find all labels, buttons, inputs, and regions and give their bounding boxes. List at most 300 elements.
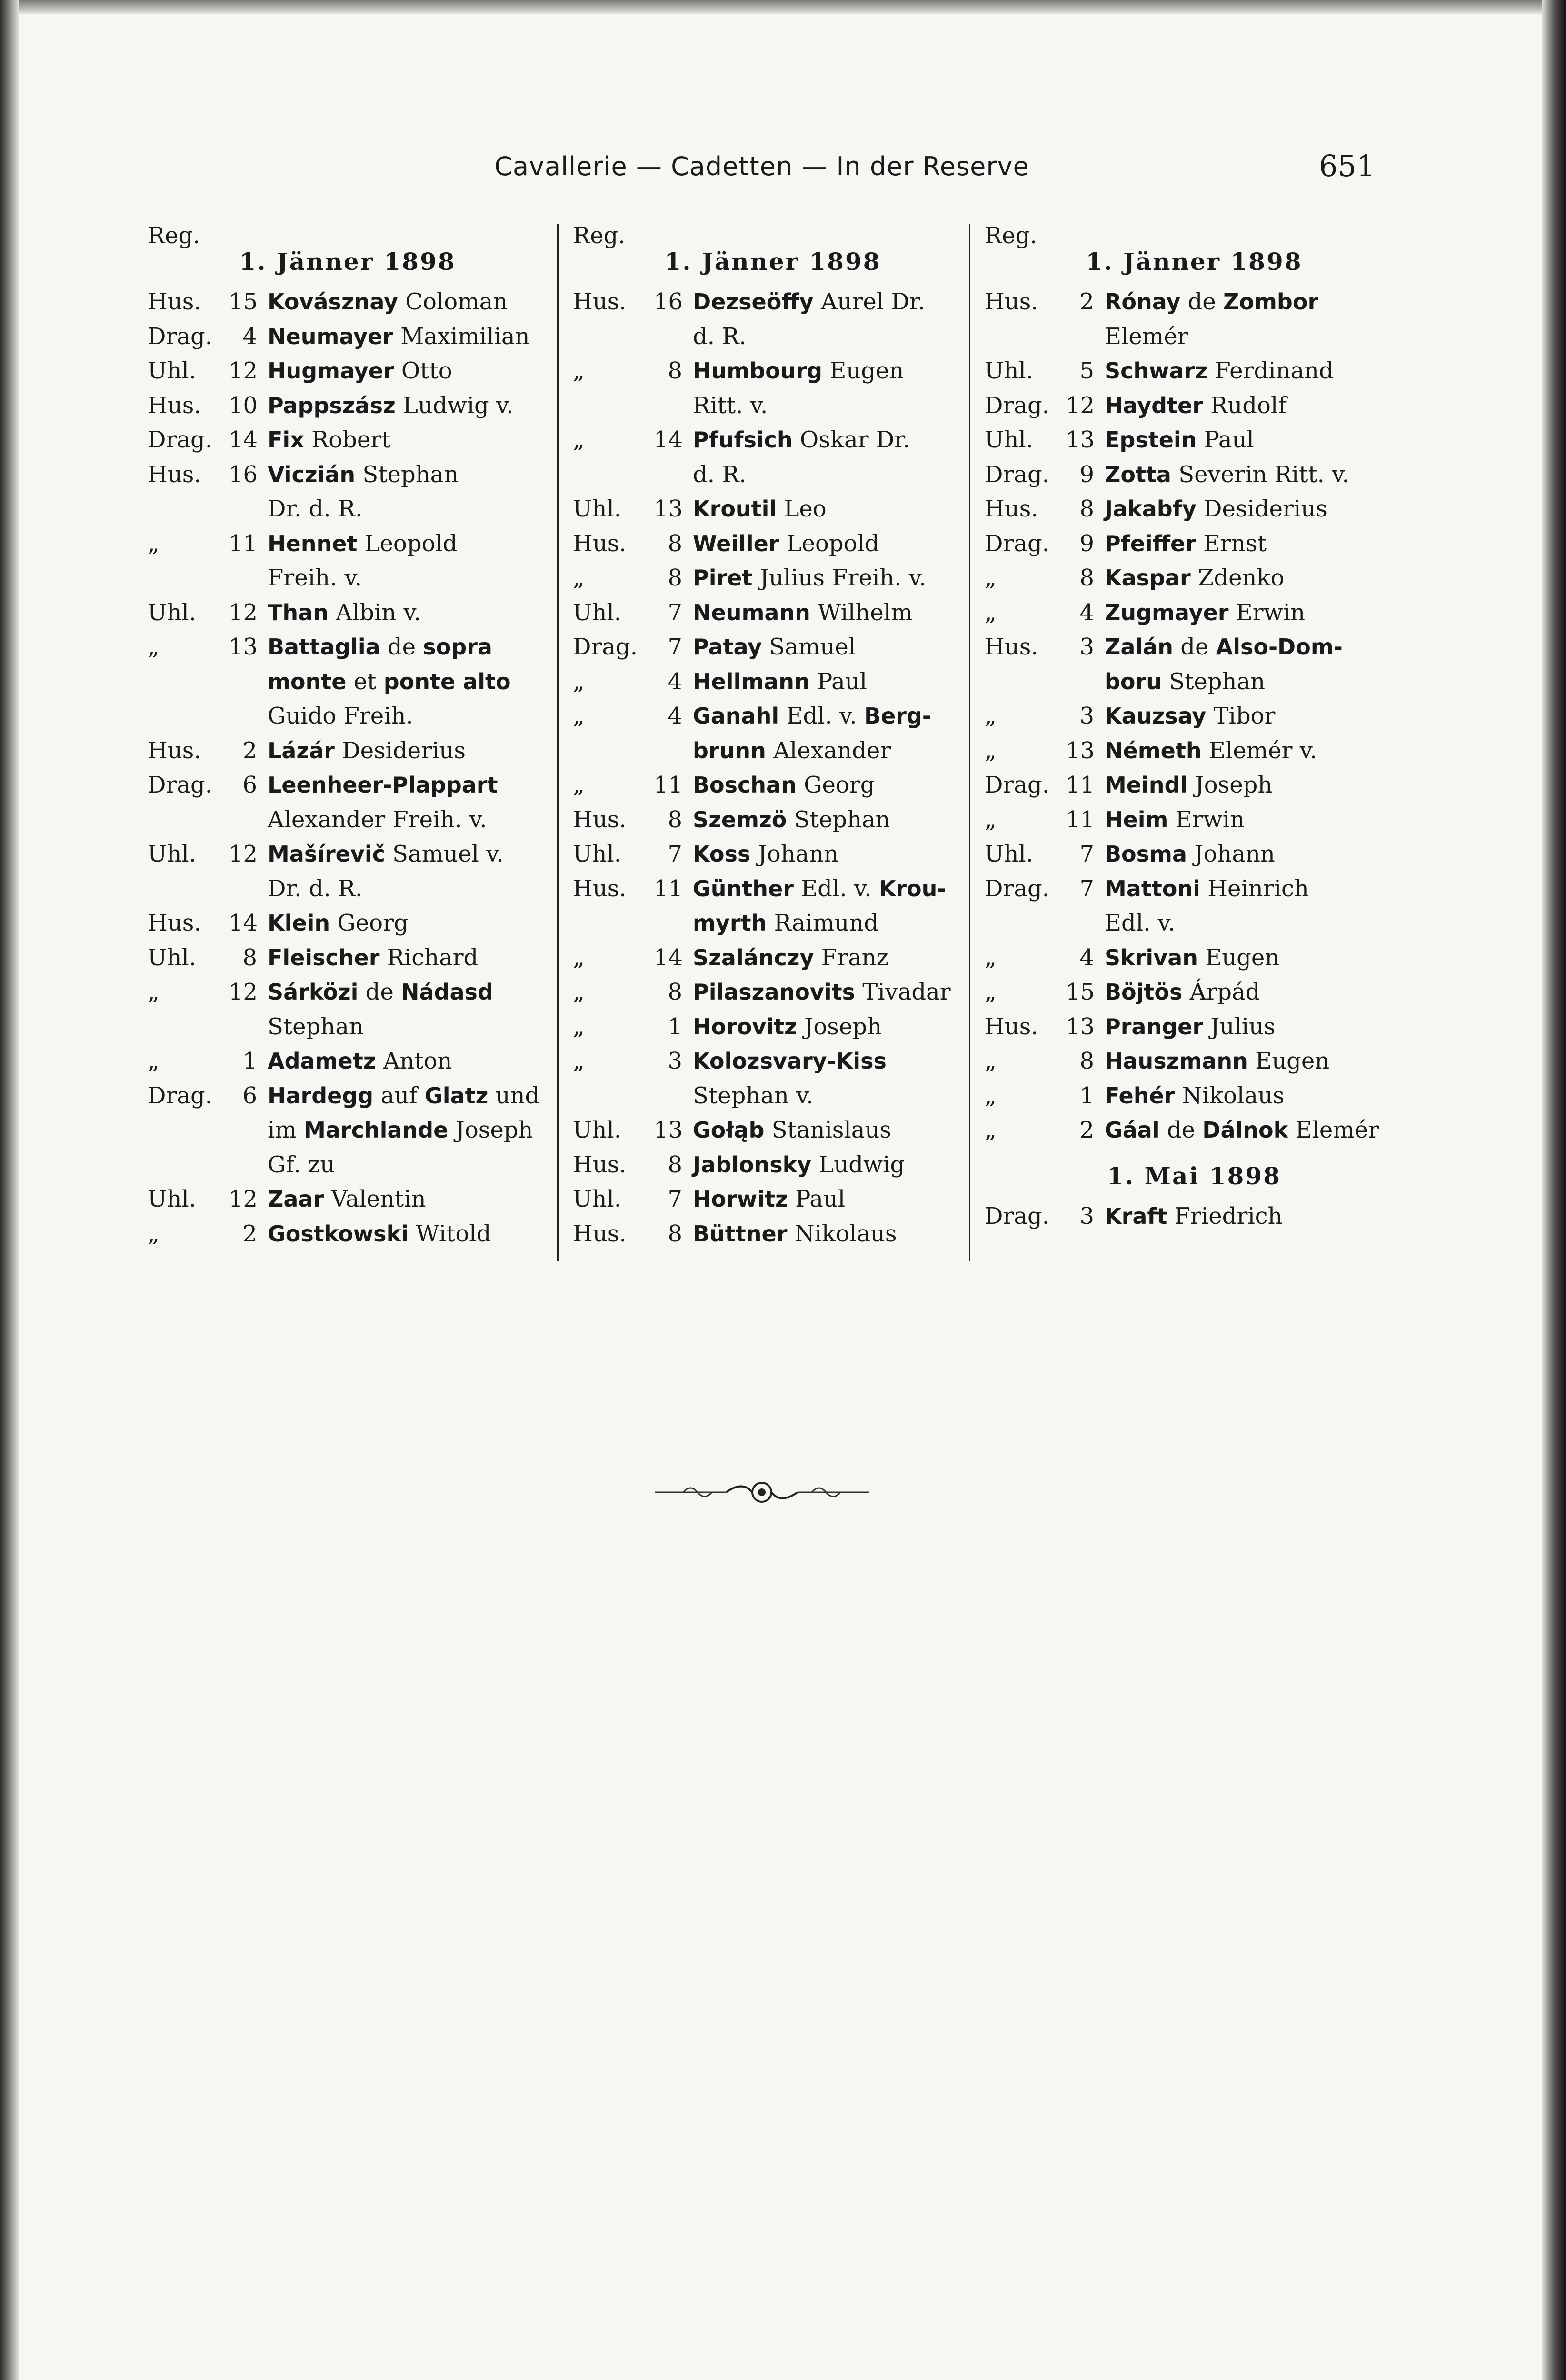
person-name <box>268 630 552 734</box>
regiment-type: Uhl. <box>148 944 196 971</box>
regiment-number: 7 <box>668 1186 682 1212</box>
surname: Kroutil <box>693 496 777 522</box>
list-item <box>568 1182 978 1217</box>
given-name: Robert <box>304 426 391 453</box>
name-line <box>1105 630 1408 664</box>
regiment-type: „ <box>985 806 997 833</box>
regiment-type: Hus. <box>985 634 1038 660</box>
given-name: Heinrich <box>1200 875 1309 902</box>
regiment-number: 14 <box>654 426 683 453</box>
given-name: Dr. d. R. <box>268 496 363 522</box>
person-name <box>693 595 978 630</box>
given-name: Albin v. <box>328 599 421 626</box>
surname: Kraft <box>1105 1203 1167 1229</box>
person-name <box>268 975 552 1044</box>
name-line <box>693 941 978 975</box>
list-item <box>143 285 552 319</box>
person-name <box>693 285 978 354</box>
surname: Pranger <box>1105 1013 1203 1040</box>
regiment-type: Hus. <box>573 530 627 557</box>
list-item <box>568 941 978 975</box>
surname: Battaglia <box>268 634 380 660</box>
person-name <box>693 941 978 975</box>
regiment-type: Uhl. <box>148 357 196 384</box>
name-line <box>268 319 552 354</box>
regiment-type: „ <box>573 703 585 729</box>
person-name <box>693 630 978 664</box>
surname: Dálnok <box>1202 1117 1288 1143</box>
given-name: Franz <box>814 944 888 971</box>
regiment-number: 4 <box>1079 944 1094 971</box>
person-name <box>693 354 978 423</box>
column-1 <box>143 224 552 1261</box>
name-line <box>1105 872 1408 906</box>
name-line <box>1105 561 1408 595</box>
name-line <box>693 526 978 561</box>
name-line <box>693 734 978 768</box>
surname: Rónay <box>1105 289 1181 315</box>
surname: Skrivan <box>1105 944 1198 971</box>
running-header: Cavallerie — Cadetten — In der Reserve <box>494 151 1029 181</box>
regiment-type: Hus. <box>573 875 627 902</box>
regiment-number: 2 <box>242 1220 257 1247</box>
given-name: Julius Freih. v. <box>752 565 927 591</box>
given-name: Tibor <box>1206 703 1276 729</box>
regiment-type: „ <box>573 1048 585 1074</box>
regiment-type: „ <box>985 944 997 971</box>
regiment-number: 8 <box>1079 1048 1094 1074</box>
regiment-type: Uhl. <box>573 1186 621 1212</box>
regiment-type: „ <box>985 1048 997 1074</box>
list-item <box>980 734 1408 768</box>
list-item <box>980 941 1408 975</box>
given-name: Johann <box>750 841 838 867</box>
regiment-number: 3 <box>1079 703 1094 729</box>
list-item <box>568 975 978 1010</box>
name-line <box>1105 526 1408 561</box>
surname: Kauzsay <box>1105 703 1207 729</box>
person-name <box>268 319 552 354</box>
regiment-number: 8 <box>668 357 682 384</box>
given-name: de <box>1159 1117 1203 1143</box>
person-name <box>1105 457 1408 492</box>
list-item <box>568 1113 978 1148</box>
name-line <box>268 699 552 734</box>
surname: Pfufsich <box>693 427 793 453</box>
person-name <box>1105 423 1408 457</box>
list-item <box>980 1079 1408 1113</box>
regiment-number: 14 <box>654 944 683 971</box>
regiment-number: 14 <box>229 426 258 453</box>
person-name <box>268 526 552 595</box>
list-item <box>980 526 1408 561</box>
surname: Patay <box>693 634 762 660</box>
list-item <box>568 492 978 526</box>
regiment-number: 8 <box>668 1151 682 1178</box>
given-name: Ludwig <box>811 1151 905 1178</box>
regiment-number: 7 <box>668 841 682 867</box>
person-name <box>268 906 552 941</box>
given-name: Joseph <box>448 1117 533 1143</box>
regiment-type: Hus. <box>573 288 627 315</box>
name-line <box>1105 285 1408 319</box>
given-name: Tivadar <box>855 979 951 1005</box>
name-line <box>1105 837 1408 872</box>
list-item <box>143 837 552 906</box>
regiment-number: 7 <box>668 634 682 660</box>
surname: Hellmann <box>693 668 810 694</box>
name-line <box>693 354 978 388</box>
section-date-heading: 1. Jänner 1898 <box>239 248 456 276</box>
given-name: Georg <box>796 772 875 798</box>
regiment-number: 9 <box>1079 530 1094 557</box>
regiment-type: „ <box>148 1048 160 1074</box>
name-line <box>693 1148 978 1182</box>
regiment-number: 11 <box>229 530 258 557</box>
surname: Gostkowski <box>268 1220 409 1247</box>
regiment-type: Drag. <box>148 426 213 453</box>
surname: Heim <box>1105 806 1168 833</box>
regiment-type: Uhl. <box>985 841 1033 867</box>
person-name <box>1105 699 1408 734</box>
name-line <box>693 595 978 630</box>
name-line <box>693 319 978 354</box>
list-item <box>568 561 978 595</box>
regiment-type: Drag. <box>985 530 1050 557</box>
given-name: Alexander <box>766 737 891 764</box>
regiment-number: 11 <box>1066 806 1095 833</box>
regiment-number: 7 <box>668 599 682 626</box>
list-item <box>980 975 1408 1010</box>
regiment-type: „ <box>148 979 160 1005</box>
regiment-type: Hus. <box>573 806 627 833</box>
given-name: Joseph <box>797 1013 882 1040</box>
list-item <box>568 768 978 803</box>
regiment-number: 8 <box>668 979 682 1005</box>
surname: Piret <box>693 565 753 591</box>
list-item <box>980 630 1408 699</box>
regiment-number: 16 <box>654 288 683 315</box>
regiment-number: 13 <box>1066 426 1095 453</box>
person-name <box>1105 595 1408 630</box>
name-line <box>693 1079 978 1113</box>
list-item <box>980 803 1408 837</box>
list-item <box>568 664 978 699</box>
given-name: de <box>380 634 423 660</box>
person-name <box>268 734 552 768</box>
surname: Zombor <box>1223 289 1319 315</box>
regiment-number: 1 <box>668 1013 682 1040</box>
person-name <box>268 768 552 837</box>
name-line <box>1105 768 1408 803</box>
given-name: Julius <box>1203 1013 1276 1040</box>
person-name <box>268 1217 552 1251</box>
surname: Zalán <box>1105 634 1173 660</box>
given-name: Ernst <box>1196 530 1267 557</box>
person-name <box>693 803 978 837</box>
regiment-type: Hus. <box>148 392 201 419</box>
regiment-number: 13 <box>229 634 258 660</box>
given-name: Johann <box>1187 841 1275 867</box>
person-name <box>693 1010 978 1044</box>
given-name: Oskar Dr. <box>792 426 910 453</box>
surname: Hennet <box>268 530 358 556</box>
person-name <box>268 1044 552 1079</box>
surname: Fehér <box>1105 1082 1175 1109</box>
surname: Boschan <box>693 772 797 798</box>
name-line <box>693 630 978 664</box>
surname: Fix <box>268 427 304 453</box>
section-date-heading: 1. Jänner 1898 <box>1086 248 1303 276</box>
surname: Horwitz <box>693 1186 788 1212</box>
person-name <box>693 1182 978 1217</box>
regiment-type: Hus. <box>148 461 201 488</box>
list-item <box>143 1182 552 1217</box>
regiment-number: 1 <box>1079 1082 1094 1109</box>
list-item <box>980 837 1408 872</box>
regiment-type: Uhl. <box>573 599 621 626</box>
list-item <box>568 595 978 630</box>
list-item <box>980 699 1408 734</box>
regiment-type: Drag. <box>985 875 1050 902</box>
name-line <box>268 975 552 1010</box>
regiment-number: 7 <box>1079 841 1094 867</box>
given-name: Gf. zu <box>268 1151 335 1178</box>
name-line <box>693 768 978 803</box>
name-line <box>693 492 978 526</box>
regiment-number: 12 <box>229 357 258 384</box>
regiment-type: „ <box>573 979 585 1005</box>
name-line <box>1105 1199 1408 1234</box>
surname: Weiller <box>693 530 779 556</box>
surname: Haydter <box>1105 392 1203 418</box>
surname: Kaspar <box>1105 565 1191 591</box>
given-name: de <box>1173 634 1216 660</box>
list-item <box>568 1148 978 1182</box>
regiment-type: „ <box>985 737 997 764</box>
regiment-number: 13 <box>654 496 683 522</box>
list-item <box>143 1217 552 1251</box>
list-item <box>143 1044 552 1079</box>
regiment-number: 3 <box>1079 1202 1094 1230</box>
surname: Schwarz <box>1105 358 1208 384</box>
regiment-type: „ <box>573 772 585 798</box>
surname: Böjtös <box>1105 979 1183 1005</box>
regiment-number: 13 <box>1066 737 1095 764</box>
list-item <box>980 872 1408 941</box>
person-name <box>1105 285 1408 354</box>
given-name: Valentin <box>324 1186 426 1212</box>
given-name: Maximilian <box>393 323 530 350</box>
regiment-number: 6 <box>242 1082 257 1109</box>
regiment-type: „ <box>148 634 160 660</box>
person-name <box>268 388 552 423</box>
surname: Humbourg <box>693 358 823 384</box>
surname: Krou- <box>878 875 947 902</box>
list-item <box>568 1010 978 1044</box>
section-date-heading: 1. Mai 1898 <box>1107 1161 1281 1190</box>
list-item <box>143 734 552 768</box>
surname: Pilaszanovits <box>693 979 855 1005</box>
given-name: Nikolaus <box>1175 1082 1285 1109</box>
given-name: Ritt. v. <box>693 392 768 419</box>
person-name <box>268 423 552 457</box>
list-item <box>980 457 1408 492</box>
name-line <box>693 1010 978 1044</box>
regiment-number: 6 <box>242 772 257 798</box>
name-line <box>693 699 978 734</box>
name-line <box>268 803 552 837</box>
name-line <box>1105 664 1408 699</box>
given-name: Stanislaus <box>764 1117 891 1143</box>
name-line <box>693 872 978 906</box>
name-line <box>693 975 978 1010</box>
scan-edge-top <box>0 0 1566 14</box>
list-item <box>568 803 978 837</box>
regiment-number: 12 <box>229 599 258 626</box>
name-line <box>1105 906 1408 941</box>
column-3 <box>969 224 1408 1261</box>
given-name: Freih. v. <box>268 565 362 591</box>
person-name <box>268 457 552 526</box>
person-name <box>1105 1199 1408 1234</box>
regiment-type: Hus. <box>985 288 1038 315</box>
surname: Pfeiffer <box>1105 530 1196 556</box>
surname: Büttner <box>693 1220 788 1247</box>
list-item <box>568 1044 978 1113</box>
list-item <box>143 354 552 388</box>
regiment-type: „ <box>148 530 160 557</box>
name-line <box>268 423 552 457</box>
list-item <box>980 1199 1408 1234</box>
regiment-type: Hus. <box>148 910 201 936</box>
regiment-number: 8 <box>668 1220 682 1247</box>
name-line <box>1105 492 1408 526</box>
given-name: Edl. v. <box>779 703 864 729</box>
person-name <box>693 1217 978 1251</box>
given-name: Nikolaus <box>787 1220 897 1247</box>
regiment-type: Uhl. <box>148 1186 196 1212</box>
surname: Szemzö <box>693 806 787 833</box>
name-line <box>268 285 552 319</box>
person-name <box>1105 492 1408 526</box>
list-item <box>980 595 1408 630</box>
name-line <box>268 664 552 699</box>
given-name: Desiderius <box>334 737 466 764</box>
person-name <box>1105 354 1408 388</box>
surname: ponte alto <box>383 668 511 694</box>
given-name: Zdenko <box>1190 565 1285 591</box>
list-item <box>568 423 978 492</box>
regiment-type: „ <box>985 1117 997 1143</box>
surname: Fleischer <box>268 944 380 971</box>
name-line <box>1105 1010 1408 1044</box>
name-line <box>268 354 552 388</box>
list-item <box>980 1113 1408 1148</box>
name-line <box>693 423 978 457</box>
list-item <box>980 492 1408 526</box>
given-name: Elemér <box>1105 323 1188 350</box>
regiment-number: 3 <box>668 1048 682 1074</box>
surname: Kovásznay <box>268 289 398 315</box>
regiment-number: 2 <box>242 737 257 764</box>
list-item <box>143 423 552 457</box>
list-item <box>568 526 978 561</box>
scan-edge-right <box>1542 0 1566 2380</box>
surname: Sárközi <box>268 979 359 1005</box>
surname: Pappszász <box>268 392 396 418</box>
person-name <box>693 975 978 1010</box>
regiment-type: „ <box>985 565 997 591</box>
person-name <box>693 1148 978 1182</box>
surname: Zaar <box>268 1186 324 1212</box>
name-line <box>693 906 978 941</box>
surname: Adametz <box>268 1048 376 1074</box>
regiment-column-label: Reg. <box>148 222 200 249</box>
list-item <box>568 630 978 664</box>
name-line <box>268 1217 552 1251</box>
regiment-number: 8 <box>668 530 682 557</box>
surname: Lázár <box>268 737 335 764</box>
regiment-type: Hus. <box>148 737 201 764</box>
regiment-column-label: Reg. <box>985 222 1037 249</box>
given-name: Leo <box>777 496 827 522</box>
scan-edge-left <box>0 0 19 2380</box>
list-item <box>568 699 978 768</box>
given-name: Stephan v. <box>693 1082 814 1109</box>
name-line <box>268 1079 552 1113</box>
list-item <box>568 872 978 941</box>
person-name <box>1105 1010 1408 1044</box>
surname: sopra <box>423 634 492 660</box>
surname: Kolozsvary-Kiss <box>693 1048 887 1074</box>
list-item <box>143 941 552 975</box>
surname: Hauszmann <box>1105 1048 1248 1074</box>
name-line <box>1105 388 1408 423</box>
name-line <box>1105 975 1408 1010</box>
given-name: Edl. v. <box>1105 910 1176 936</box>
given-name: Elemér <box>1288 1117 1379 1143</box>
list-item <box>568 354 978 423</box>
regiment-type: Drag. <box>985 772 1050 798</box>
list-item <box>568 285 978 354</box>
given-name: Eugen <box>822 357 904 384</box>
given-name: Eugen <box>1247 1048 1330 1074</box>
name-line <box>1105 319 1408 354</box>
surname: myrth <box>693 910 767 936</box>
regiment-number: 11 <box>1066 772 1095 798</box>
surname: Glatz <box>425 1082 489 1109</box>
person-name <box>1105 872 1408 941</box>
person-name <box>693 872 978 941</box>
name-line <box>693 837 978 872</box>
surname: monte <box>268 668 347 694</box>
name-line <box>1105 457 1408 492</box>
list-item <box>143 630 552 734</box>
given-name: Paul <box>788 1186 846 1212</box>
surname: Ganahl <box>693 703 779 729</box>
regiment-type: Uhl. <box>148 599 196 626</box>
person-name <box>693 1044 978 1113</box>
given-name: Desiderius <box>1196 496 1327 522</box>
regiment-type: Uhl. <box>573 496 621 522</box>
person-name <box>1105 526 1408 561</box>
name-line <box>268 768 552 803</box>
list-item <box>143 457 552 526</box>
given-name: Stephan <box>268 1013 364 1040</box>
person-name <box>268 1182 552 1217</box>
person-name <box>693 561 978 595</box>
